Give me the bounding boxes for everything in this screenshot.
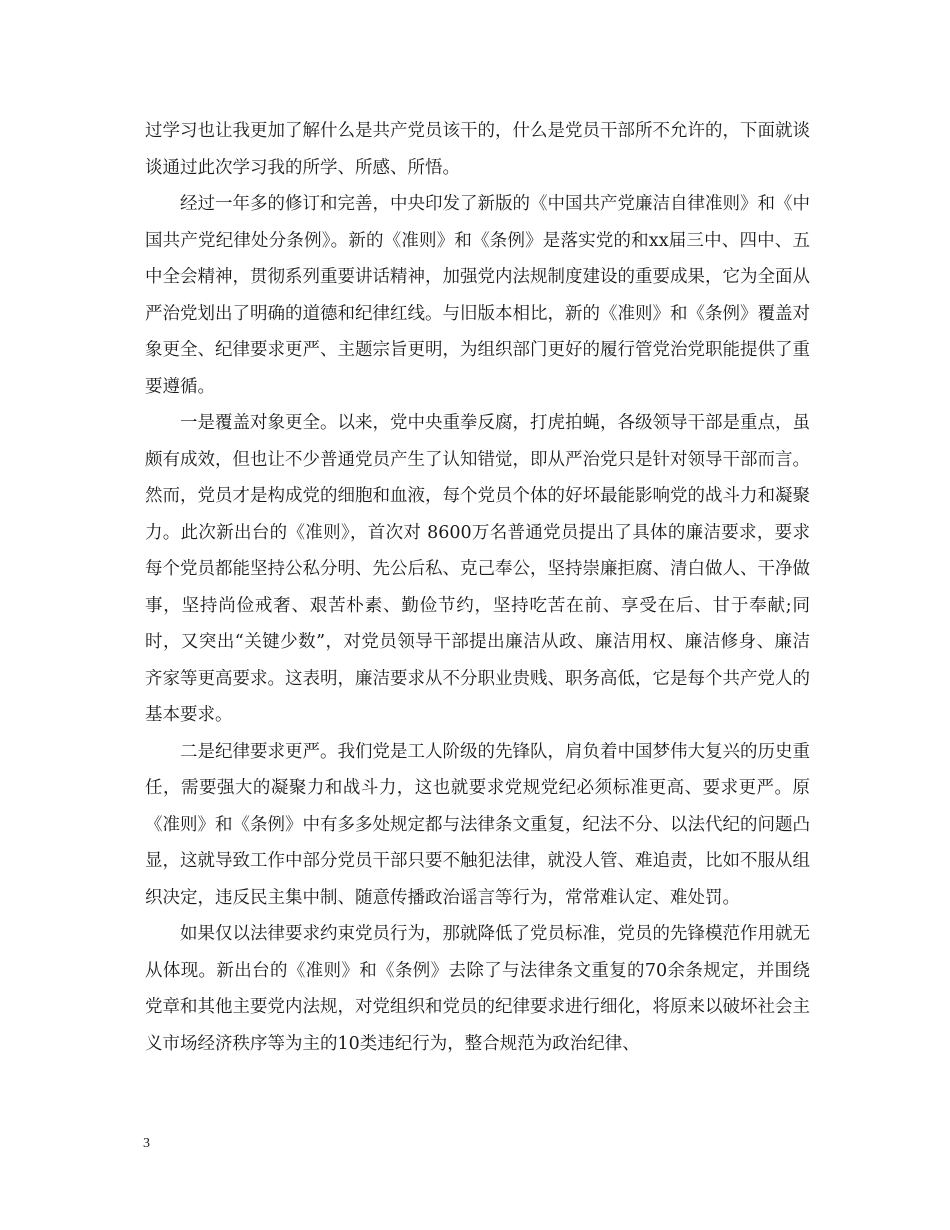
paragraph-revision-intro: 经过一年多的修订和完善，中央印发了新版的《中国共产党廉洁自律准则》和《中国共产党纪律处分条例》。新的《准则》和《条例》是落实党的和xx届三中、四中、五中全会精神，贯彻系列重要讲话精神，加强党内法规制度建设的重要成果，它为全面从严治党划出了明确的道德和纪律红线。与旧版本相比，新的《准则》和《条例》覆盖对象更全、纪律要求更严、主题宗旨更明，为组织部门更好的履行管党治党职能提供了重要遵循。: [145, 194, 810, 397]
paragraph-continuation: 过学习也让我更加了解什么是共产党员该干的，什么是党员干部所不允许的，下面就谈谈通过此次学习我的所学、所感、所悟。: [145, 121, 810, 178]
page-number: 3: [143, 1136, 150, 1151]
paragraph-discipline: 二是纪律要求更严。我们党是工人阶级的先锋队，肩负着中国梦伟大复兴的历史重任，需要强大的凝聚力和战斗力，这也就要求党规党纪必须标准更高、要求更严。原《准则》和《条例》中有多多处规定都与法律条文重复，纪法不分、以法代纪的问题凸显，这就导致工作中部分党员干部只要不触犯法律，就没人管、难追责，比如不服从组织决定，违反民主集中制、随意传播政治谣言等行为，常常难认定、难处罚。: [145, 741, 810, 908]
paragraph-coverage: 一是覆盖对象更全。以来，党中央重拳反腐，打虎拍蝇，各级领导干部是重点，虽颇有成效，但也让不少普通党员产生了认知错觉，即从严治党只是针对领导干部而言。然而，党员才是构成党的细胞和血液，每个党员个体的好坏最能影响党的战斗力和凝聚力。此次新出台的《准则》，首次对 8600万名普通党员提出了具体的廉洁要求，要求每个党员都能坚持公私分明、先公后私、克己奉公，坚持崇廉拒腐、清白做人、干净做事，坚持尚俭戒奢、艰苦朴素、勤俭节约，坚持吃苦在前、享受在后、甘于奉献;同时，又突出“关键少数”，对党员领导干部提出廉洁从政、廉洁用权、廉洁修身、廉洁齐家等更高要求。这表明，廉洁要求从不分职业贵贱、职务高低，它是每个共产党人的基本要求。: [145, 413, 810, 725]
body-text: [145, 113, 810, 1062]
paragraph-law-standards: 如果仅以法律要求约束党员行为，那就降低了党员标准，党员的先锋模范作用就无从体现。新出台的《准则》和《条例》去除了与法律条文重复的70余条规定，并围绕党章和其他主要党内法规，对党组织和党员的纪律要求进行细化，将原来以破坏社会主义市场经济秩序等为主的10类违纪行为，整合规范为政治纪律、: [145, 924, 810, 1054]
